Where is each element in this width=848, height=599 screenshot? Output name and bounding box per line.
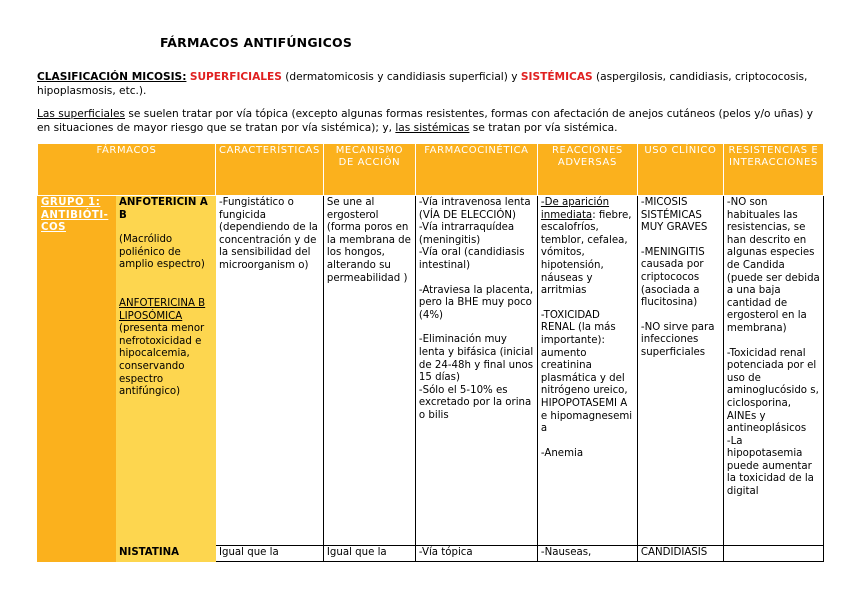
- group-cell: [38, 196, 116, 546]
- drug-description: (Macrólido poliénico de amplio espectro): [119, 234, 205, 271]
- cell-caracteristicas: -Fungistático o fungicida (dependiendo de la concentración y de la sensibilidad del microorganism o): [216, 196, 324, 546]
- uso-no-superficiales: -NO sirve para infecciones superficiales: [640, 321, 715, 358]
- header-reacciones: REACCIONES ADVERSAS: [537, 144, 637, 196]
- interacciones-text: -Toxicidad renal potenciada por el uso de aminoglucósido s, ciclosporina, AINEs y antineoplásicos -La hipopotasemia puede aumentar la toxicidad de la digital: [726, 347, 819, 498]
- reacciones-inmediatas: [541, 197, 634, 298]
- cell-mecanismo: Igual que la: [323, 546, 415, 562]
- table-row: [38, 546, 824, 562]
- cell-farmacocinetica: -Vía tópica: [415, 546, 537, 562]
- uso-meningitis: -MENINGITIS causada por criptococos (asociada a flucitosina): [640, 246, 705, 309]
- cell-farmacocinetica: [415, 196, 537, 546]
- cell-resistencias: [723, 196, 823, 546]
- reacciones-renal: -TOXICIDAD RENAL (la más importante): aumento creatinina plasmática y del nitrógeno ureico, HIPOPOTASEMI A e hipomagnesemi a: [540, 309, 633, 435]
- cell-uso: [637, 196, 723, 546]
- sistemicas-label: SISTÉMICAS: [520, 71, 593, 83]
- sistemicas-link-text: las sistémicas: [395, 122, 470, 134]
- classification-label: CLASIFICACIÓN MICOSIS:: [37, 71, 187, 83]
- uso-micosis: -MICOSIS SISTÉMICAS MUY GRAVES: [640, 197, 708, 234]
- header-farmacocinetica: FARMACOCINÉTICA: [415, 144, 537, 196]
- cell-uso: CANDIDIASIS: [637, 546, 723, 562]
- header-caracteristicas: CARACTERÍSTICAS: [216, 144, 324, 196]
- reacciones-anemia: -Anemia: [540, 447, 584, 459]
- group-label: GRUPO 1: ANTIBIÓTI-COS: [41, 197, 109, 234]
- cell-reacciones: -Nauseas,: [537, 546, 637, 562]
- drug-table: [37, 143, 824, 562]
- superficiales-label: SUPERFICIALES: [189, 71, 282, 83]
- sistemicas-desc: (aspergilosis, candidiasis, criptococosis, hipoplasmosis, etc.).: [37, 71, 808, 97]
- header-uso: USO CLÍNICO: [637, 144, 723, 196]
- farmaco-vias: -Vía intravenosa lenta (VÍA DE ELECCIÓN) -Vía intrarraquídea (meningitis) -Vía oral (candidiasis intestinal): [418, 197, 531, 271]
- treatment-text: se suelen tratar por vía tópica (excepto algunas formas resistentes, formas con afectación de anejos cutáneos (pelos y/o uñas) y en situaciones de mayor riesgo que se tratan por vía sistémica); y,: [37, 108, 814, 134]
- reacciones-list: : fiebre, escalofríos, temblor, cefalea, vómitos, hipotensión, náuseas y arritmias: [540, 209, 632, 297]
- table-row: [38, 196, 824, 546]
- superficiales-desc: (dermatomicosis y candidiasis superficial) y: [281, 71, 521, 83]
- treatment-paragraph: [37, 107, 817, 135]
- classification-paragraph: [37, 70, 812, 98]
- farmaco-eliminacion: -Eliminación muy lenta y bifásica (inicial de 24-48h y final unos 15 días) -Sólo el 5-10% es excretado por la orina o bilis: [418, 334, 534, 421]
- cell-resistencias: [723, 546, 823, 562]
- drug-cell-anfotericina: [116, 196, 216, 546]
- cell-caracteristicas: Igual que la: [216, 546, 324, 562]
- cell-mecanismo: Se une al ergosterol (forma poros en la membrana de los hongos, alterando su permeabilidad ): [323, 196, 415, 546]
- superficiales-link-text: Las superficiales: [37, 108, 126, 120]
- cell-reacciones: [537, 196, 637, 546]
- drug-cell-nistatina: [116, 546, 216, 562]
- header-resistencias: RESISTENCIAS E INTERACCIONES: [723, 144, 823, 196]
- drug-name: ANFOTERICIN A B: [119, 197, 208, 221]
- resistencias-text: -NO son habituales las resistencias, se han descrito en algunas especies de Candida (puede ser debida a una baja cantidad de ergosterol en la membrana): [726, 197, 820, 334]
- header-mecanismo: MECANISMO DE ACCIÓN: [323, 144, 415, 196]
- farmaco-placenta: -Atraviesa la placenta, pero la BHE muy poco (4%): [418, 284, 534, 321]
- page-title: FÁRMACOS ANTIFÚNGICOS: [160, 35, 353, 50]
- reacciones-label: -De aparición inmediata: [540, 197, 610, 221]
- treatment-end: se tratan por vía sistémica.: [469, 122, 618, 134]
- drug-name: NISTATINA: [119, 547, 180, 558]
- table-header-row: [38, 144, 824, 196]
- drug-description-liposomica: (presenta menor nefrotoxicidad e hipocalcemia, conservando espectro antifúngico): [119, 323, 205, 398]
- group-cell-empty: [38, 546, 116, 562]
- drug-name-liposomica: ANFOTERICINA B LIPOSÓMICA: [119, 297, 206, 322]
- header-farmacos: FÁRMACOS: [38, 144, 216, 196]
